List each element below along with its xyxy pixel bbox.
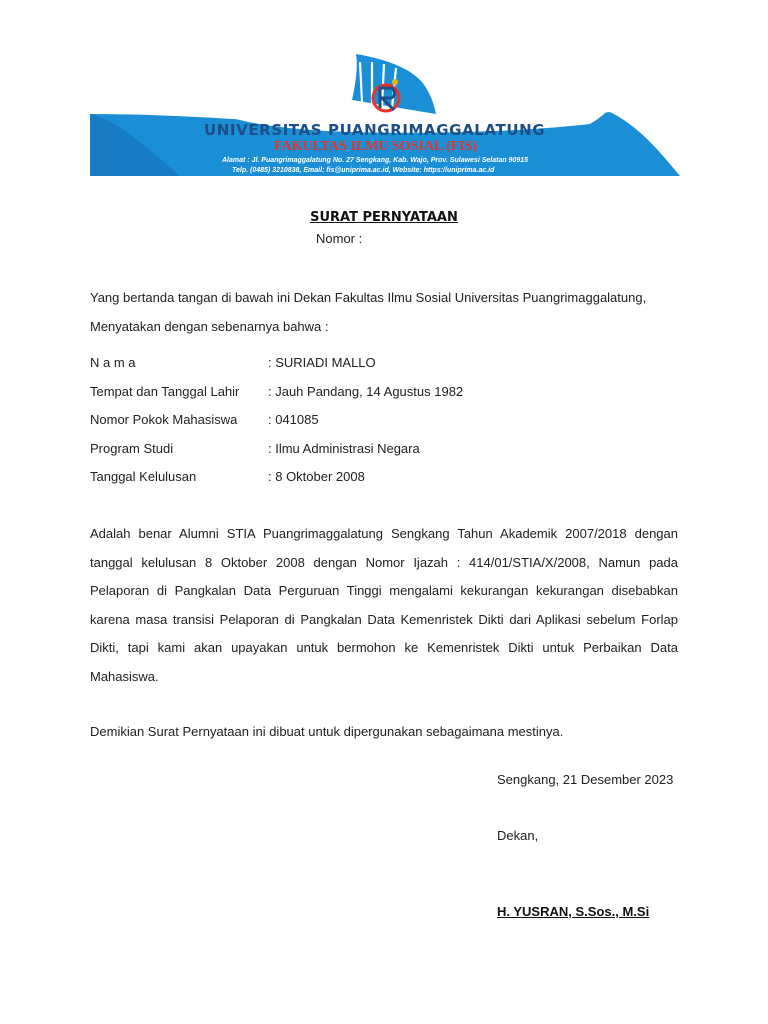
field-value: : SURIADI MALLO — [268, 355, 376, 370]
field-row-student-number — [90, 412, 678, 432]
field-value: : 8 Oktober 2008 — [268, 469, 365, 484]
faculty-name: FAKULTAS ILMU SOSIAL (FIS) — [274, 139, 478, 154]
field-value: : Jauh Pandang, 14 Agustus 1982 — [268, 384, 464, 399]
field-row-graduation-date — [90, 469, 678, 489]
signatory-name: H. YUSRAN, S.Sos., M.Si — [497, 904, 650, 919]
opening-line: Menyatakan dengan sebenarnya bahwa : — [90, 318, 329, 334]
field-label: Tanggal Kelulusan — [90, 469, 197, 484]
opening-paragraph — [90, 284, 678, 341]
document-title: SURAT PERNYATAAN — [310, 210, 458, 225]
address-line: Alamat : Jl. Puangrimaggalatung No. 27 Sengkang, Kab. Wajo, Prov. Sulawesi Selatan 90915 — [222, 157, 529, 164]
field-row-birth — [90, 384, 678, 404]
closing-paragraph: Demikian Surat Pernyataan ini dibuat untuk dipergunakan sebagaimana mestinya. — [90, 724, 564, 739]
field-label: Program Studi — [90, 441, 174, 456]
field-label: N a m a — [90, 355, 136, 370]
field-value: : 041085 — [268, 412, 319, 427]
contact-line: Telp. (0485) 3210838, Email: fis@uniprima.ac.id, Website: https://uniprima.ac.id — [232, 167, 495, 174]
signature-role: Dekan, — [497, 828, 539, 843]
document-number-label: Nomor : — [316, 231, 363, 246]
statement-paragraph: Adalah benar Alumni STIA Puangrimaggalatung Sengkang Tahun Akademik 2007/2018 dengan tanggal kelulusan 8 Oktober 2008 dengan Nomor Ijazah : 414/01/STIA/X/2008, Namun pada Pelaporan di Pangkalan Data Perguruan Tinggi mengalami kekurangan kekurangan disebabkan karena masa transisi Pelaporan di Pangkalan Data Kemenristek Dikti dari Aplikasi sebelum Forlap Dikti, tapi kami akan upayakan untuk bermohon ke Kemenristek Dikti untuk Perbaikan Data Mahasiswa. — [90, 526, 678, 684]
field-label: Nomor Pokok Mahasiswa — [90, 412, 238, 427]
university-name: UNIVERSITAS PUANGRIMAGGALATUNG — [204, 121, 546, 139]
field-row-name — [90, 355, 678, 375]
opening-line: Yang bertanda tangan di bawah ini Dekan Fakultas Ilmu Sosial Universitas Puangrimaggalatung, — [90, 290, 647, 305]
signature-place-date: Sengkang, 21 Desember 2023 — [497, 772, 674, 787]
field-row-study-program — [90, 441, 678, 461]
letterhead — [90, 52, 680, 178]
logo-label: UNIPRIMA — [378, 112, 418, 121]
field-value: : Ilmu Administrasi Negara — [268, 441, 420, 456]
field-label: Tempat dan Tanggal Lahir — [90, 384, 240, 399]
